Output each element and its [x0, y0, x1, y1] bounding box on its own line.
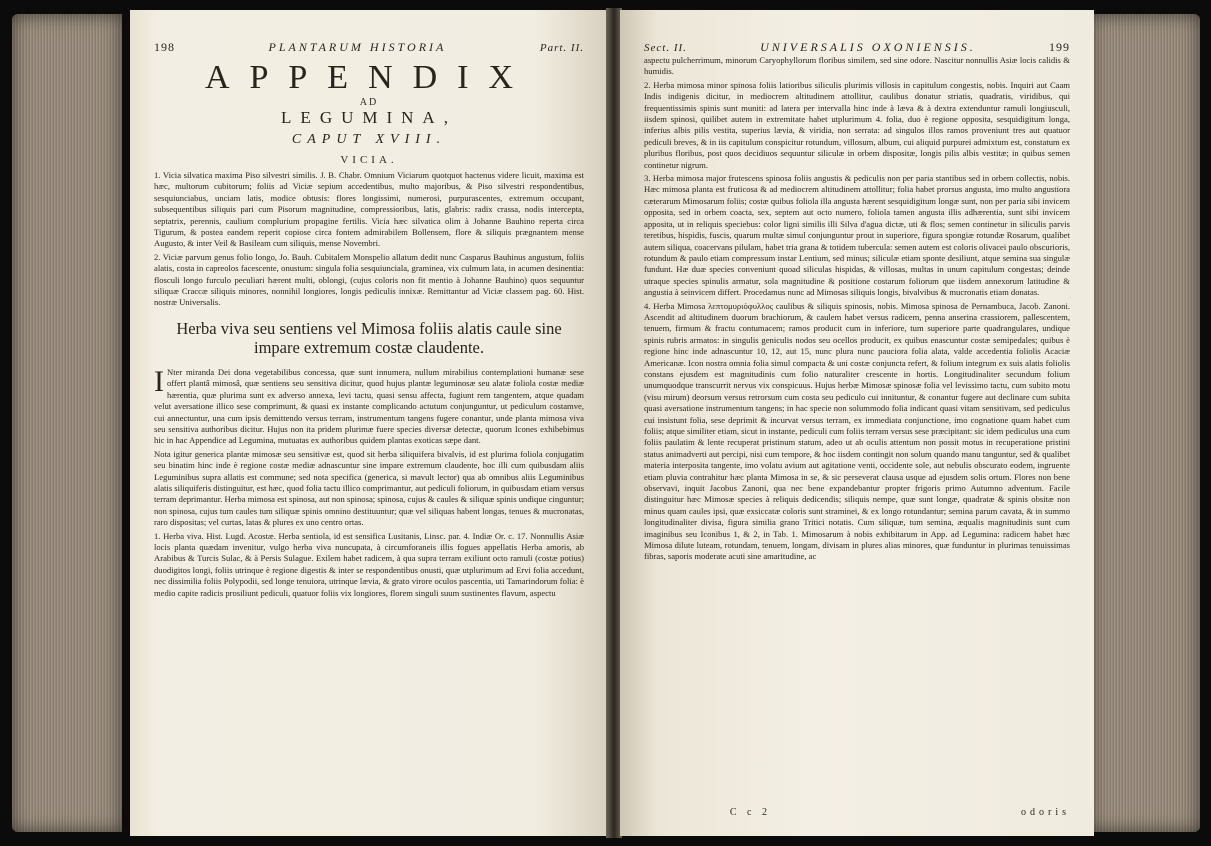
- left-part-label: Part. II.: [539, 42, 584, 54]
- left-running-title: PLANTARUM HISTORIA: [268, 40, 447, 54]
- left-paragraph-3-text: Nter miranda Dei dona vegetabilibus concessa, quæ sunt innumera, nullum mirabilius contemplationi humanæ sese offert plantâ mimosâ, quæ sentiens seu sensitiva dicitur, quod hujus plantæ leguminosæ seu alatæ foliola costæ mediæ hærentia, quæ plurima sunt ex adverso annexa, levi tactu, quasi sensu affecta, fugiunt rem tangentem, atque quadam velut aversatione illico sese comprimunt, & quasi ex instante complicando actutum conjunguntur, ut pediculum costamve, cui annectuntur, una cum ipsis demittendo versus terram, instrumentum tangens fugere conantur, unde planta mimosa viva seu sensitiva authoribus dicitur. Hujus non ita pridem plurimæ fuere species diversæ detectæ, quorum Icones exhibebimus hic in hac Appendice ad Legumina, mutuatas ex authoribus quidem plantas exoticas sæpe dant.: [154, 366, 584, 446]
- left-page: [130, 10, 608, 836]
- caput-heading: CAPUT XVIII.: [291, 132, 447, 147]
- left-paragraph-4: Nota igitur generica plantæ mimosæ seu sensitivæ est, quod sit herba siliquifera bivalvis, id est plurima foliola conjugatim seu binatim hinc inde è regione costæ mediæ adnascuntur sine impare extremum claudente, hoc illi cum quibusdam aliis Leguminibus supra allatis est commune; sed nota specifica (generica, si mavult lector) qua ab omnibus aliis Leguminibus alatis siliquiferis distinguitur, est hæc, quod folia tactu illico comprimantur, aut pediculi foliorum, in quibusdam etiam versus terram deprimantur. Herba mimosa est spinosa, aut non spinosa; spinosa, cujus & caules & siliquæ spinis undique cinguntur; non spinosa, cujus tum caules tum siliquæ spinis omnino destituuntur; quæ vel siliquas habent longas, tenues & mucronatas, raro dispositas; vel curtas, latas & plures ex uno centro ortas.: [154, 448, 584, 528]
- right-paragraph-3: 3. Herba mimosa major frutescens spinosa foliis angustis & pediculis non per paria stantibus sed in orbem collectis, nobis. Hæc mimosa planta est fruticosa & ad mediocrem altitudinem attollitur; folia habet prorsus angusta, imo multo angustiora cæterarum Mimosarum foliis; costæ quibus foliola illa angusta hærent sesquidigitum longæ sunt, non per paria sibi invicem opposita, sed in orbem coacta, sex, septem aut octo numero, foliola tamen angusta illis adhærentia, sunt sibi invicem apposita, ut in reliquis speciebus: color ligni similis illi Silva d'agua dictæ, uti & flos; semen continetur in siliculis parvis teretibus, hispidis, fuscis, quarum multæ simul conjunguntur prout in superiore, figura spongiæ rotundæ Rosarum, qualibet autem siliqua, coacervans pilulam, habet tria grana & totidem tubercula: semen autem est coloris olivacei paulo obscurioris, rotundum & paulo etiam compressum instar Lentium, sed minus; siliculæ etiam sponte desiliunt, atque semina sua singulæ fundunt. Hæ duæ species conveniunt quoad siliculas hispidas, & villosas, multas in unum capitulum congestas; deinde utraque species spinulis armatur, sola magnitudine & positione costarum foliorum que iisdem annexorum latitudine & angustia à seinvicem differt. Procedamus nunc ad Mimosas siliquis longis, bivalvibus & mucronatis etiam donatas.: [644, 173, 1070, 298]
- appendix-title: APPENDIX: [204, 59, 534, 96]
- vicia-heading: VICIA.: [340, 154, 398, 166]
- right-paragraph-1: aspectu pulcherrimum, minorum Caryophyllorum floribus similem, sed sine odore. Nascitur nonnullis Asiæ locis calidis & humidis.: [644, 55, 1070, 77]
- left-paragraph-1: 1. Vicia silvatica maxima Piso silvestri similis. J. B. Chabr. Omnium Viciarum quotquot hactenus videre licuit, maxima est hæc, multorum cubitorum; foliis ad Viciæ sepium accedentibus, multo majoribus, & Piso silvestri respondentibus, sesquiunciabus, unciam latis, modice obtusis: flores longissimi, numerosi, purpurascentes, extremum occupant, subsequentibus siliquis pari cum Pisorum magnitudine, compressioribus, latis, glabris: radix crassa, nodis intercepta, septatrix, perennis, caulium complurium propagine fertilis. Vicia hæc silvatica olim à Johanne Bauhino reperta circa Tigurum, & postea eandem reperit copiose circa fontem admirabilem Bollensem, flore & siliquis prægnantem mense Augusto, & inter Veil & Basileam cum siliquis, mense Novembri.: [154, 170, 584, 249]
- open-book: [10, 8, 1202, 838]
- left-paragraph-3: [154, 364, 584, 447]
- right-paragraph-2: 2. Herba mimosa minor spinosa foliis latioribus siliculis plurimis villosis in capitulum congestis, nobis. Inquiri aut Caam Indis indigenis dicitur, in mediocrem altitudinem attollitur, caulibus donatur striatis, quadratis, viridibus, qui frequentissimis spinis sunt muniti: ad latera per intervalla hinc inde à læva & à dextra extenduntur ramuli longiusculi, iisdem spinosi, quilibet autem in extremitate habet utplurimum 4. folia, duo è regione opposita, sesquidigitum longa, inferius albis pilis vestita, superius lævia, & viridia, non serrata: ad singulos illos ramos proveniunt tres aut quatuor pediculi breves, & in iis capitulum conspicitur rotundum, villosum, album, cui aliquid purpurei admixtum est, constatum ex pluribus floribus, post quos decidiuos sequuntur siliculæ in orbem dispositæ, longis pilis albis vestitæ; in quibus semen continetur nigrum.: [644, 79, 1070, 170]
- drop-cap-i: I: [154, 364, 164, 398]
- right-running-title: UNIVERSALIS OXONIENSIS.: [760, 40, 976, 54]
- left-paragraph-2: 2. Viciæ parvum genus folio longo, Jo. Bauh. Cubitalem Monspelio allatum dedit nunc Casparus Bauhinus angustum, foliis alatis, costa in capreolos facescente, onustum: singula folia sesquiunciala, graminea, vix culmum lata, in acumen desinentia: flosculi longo furculo peculiari hærent multi, oblongi, (cujus coloris non fit mentio à Johanne Bauhino) quos sequuntur siliquæ Craccæ siliquis minores, nonnihil longiores, longis pediculis innixæ. Remittantur ad Viciæ classem pag. 60. Hist. nostræ Universalis.: [154, 251, 584, 308]
- left-paragraph-5: 1. Herba viva. Hist. Lugd. Acostæ. Herba sentiola, id est sensifica Lusitanis, Linsc. par. 4. Indiæ Or. c. 17. Nonnullis Asiæ locis planta quædam invenitur, vulgo herba viva nuncupata, à circumforaneis illis fogues appellatis Herba amoris, ab Arabibus & Turcis Sulac, & à Persis Sulague. Exilem habet radicem, à qua supra terram exiliunt octo ramuli (costæ potius) duodigitos longi, foliis utrinque è regione digestis & inter se respondentibus onusti, quæ utplurimum ad Ervi folia accedunt, nec dissimilia foliis Polypodii, sed longe tenuiora, utrinque lævia, & grato virore oculos pascentia, uti Tamarindorum folia: è medio capite radicis prosiliunt pediculi, quatuor foliis vix longiores, florem singuli suum sustinentes flavum, aspectu: [154, 530, 584, 598]
- left-page-edges: [12, 14, 122, 832]
- left-page-number: 198: [154, 40, 175, 54]
- appendix-ad: AD: [359, 97, 379, 108]
- right-page-footer: [644, 807, 1070, 818]
- right-section-label: Sect. II.: [644, 42, 687, 54]
- mimosa-section-heading: Herba viva seu sentiens vel Mimosa foliis alatis caule sine impare extremum costæ claudente.: [176, 318, 562, 357]
- catchword: odoris: [1021, 807, 1070, 818]
- right-page-edges: [1090, 14, 1200, 832]
- legumina-title: LEGUMINA,: [281, 108, 457, 127]
- left-running-head: [154, 40, 584, 55]
- right-page: [620, 10, 1094, 836]
- right-running-head: [644, 40, 1070, 55]
- right-paragraph-4: 4. Herba Mimosa λεπτομυριόφυλλος caulibus & siliquis spinosis, nobis. Mimosa spinosa de Pernambuca, Jacob. Zanoni. Ascendit ad altitudinem duorum brachiorum, & caulem habet versus radicem, penna anserina crassiorem, pallescentem, tenuem, firmum & fractu contumacem; ramos producit cum in inferiore, tum superiore parte quadrangulares, undique spinis rubris armatos: in singulis geniculis nodos seu ocellos producit, ex quibus enascuntur costæ semipedales; quibus è regione hinc inde adnascuntur 10, 12, aut 15, nunc plura nunc pauciora folia alata, valde accedentia foliolis Acaciæ Americanæ. Icon nostra omnia folia simul compacta & uni costæ conjuncta refert, & folium integrum ex suis alatis foliolis constans ejusdem est magnitudinis cum folio naturaliter crescente in hortis. Longitudinaliter secundum folium unumquodque transcurrit nervus vix conspicuus. Hujus herbæ Mimosæ spinosæ folia vel levissimo tactu, cum subito motu (visu mirum) deorsum versus retrorsum cum costa seu pediculo cui innituntur, & conantur fugere aut declinare cum subita quasi aversatione instrumentum tangens; in hac specie non solummodo folia indicant quasi vitam sensitivam, sed pediculus cui insistunt folia, sese deprimit & incurvat versus terram, ex immediata conjunctione, imo cognatione quam habet cum foliis; atque similiter etiam, sicut in instante, pediculi cum foliis terram versus sese præcipitant: sic idem pediculus una cum foliis paulatim & lente recuperat pristinum statum, adeo ut ab oculis attentum non possit motus in recuperatione pristini status animadverti aut percipi, nisi cum tempore, & hoc iisdem contingit non solum quando manu tanguntur, sed & qualibet materia interposita tangente, imo volatu avium aut agitatione venti, occidente sole, aut nebulis obscurato eodem, ingruente etiam pluvia contrahitur hæc planta Mimosa in se, & sic perseverat clausa usque ad ejusdem solis ortum. Flores non bene observavi, inquit Jacobus Zanoni, qua nec bene expandebantur propter frigoris primo Autumno adventum. Facile distinguitur hæc Mimosæ species à reliquis dedicendis; siliquis nempe, quæ sunt longæ, quadratæ & spinis obsitæ non minus quam caules ipsi, quæ exsiccatæ coloris sunt straminei, & ex longo rotundantur; semina parum cavata, & in summo longitudinaliter divisa, figura similia grano Tritici notatis. Cum siliquæ, tum semina, æqualis magnitudinis sunt cum imaginibus seu Iconibus 1, & 2, in Tab. 1. Mimosarum à nobis exhibitarum in App. ad Legumina: radicem habet hæc Mimosa dilute luteam, rotundam, tenuem, longam, divisam in plures alias minores, quæ funduntur in plurimas tenuissimas fibras, saporis moderate acuti sine amaritudine, ac: [644, 300, 1070, 562]
- right-page-number: 199: [1049, 40, 1070, 54]
- signature-mark: C c 2: [729, 807, 771, 818]
